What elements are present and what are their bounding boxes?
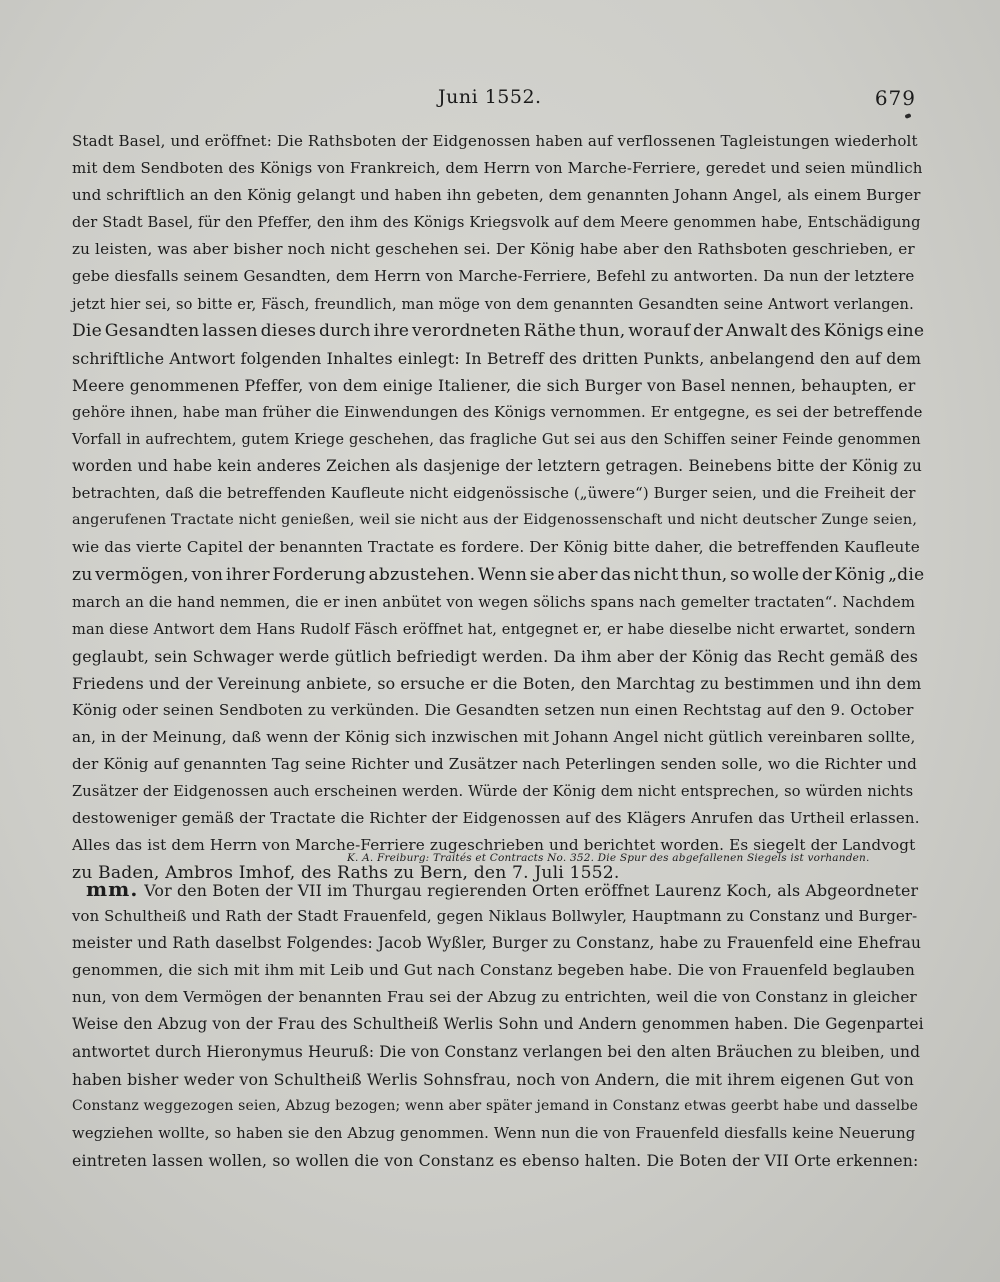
line-text: Alles das ist dem Herrn von Marche-Ferriere zugeschrieben und berichtet worden. Es siegelt der Landvogt [72,836,916,855]
line-text: wie das vierte Capitel der benannten Tractate es fordere. Der König bitte daher, die betreffenden Kaufleute [72,538,920,557]
text-line [72,616,924,643]
line-text: meister und Rath daselbst Folgendes: Jacob Wyßler, Burger zu Constanz, habe zu Frauenfeld eine Ehefrau [72,934,922,953]
text-line [72,1066,924,1093]
text-line [72,805,924,832]
text-line [72,155,924,182]
line-text: Stadt Basel, und eröffnet: Die Rathsboten der Eidgenossen haben auf verflossenen Tagleistungen wiederholt [72,132,918,150]
line-text: angerufenen Tractate nicht genießen, weil sie nicht aus der Eidgenossenschaft und nicht deutscher Zunge seien, [72,512,918,529]
line-text: der Stadt Basel, für den Pfeffer, den ihm des Königs Kriegsvolk auf dem Meere genommen habe, Entschädigung [72,214,921,232]
text-line [72,209,924,236]
text-line [72,984,924,1011]
text-line [72,453,924,480]
page-number: 679 [874,86,916,110]
text-line [72,128,924,155]
text-line [72,589,924,616]
line-text: mit dem Sendboten des Königs von Frankreich, dem Herrn von Marche-Ferriere, geredet und seien mündlich [72,159,923,178]
line-text: Die Gesandten lassen dieses durch ihre verordneten Räthe thun, worauf der Anwalt des Königs eine [72,320,925,341]
line-text: nun, von dem Vermögen der benannten Frau sei der Abzug zu entrichten, weil die von Constanz in gleicher [72,988,917,1007]
text-line [72,345,924,372]
line-text: zu leisten, was aber bisher noch nicht geschehen sei. Der König habe aber den Rathsboten geschrieben, er [72,240,915,259]
line-text: schriftliche Antwort folgenden Inhaltes einlegt: In Betreff des dritten Punkts, anbelangend den auf dem [72,348,922,368]
line-text: jetzt hier sei, so bitte er, Fäsch, freundlich, man möge von dem genannten Gesandten seine Antwort verlangen. [72,295,914,313]
text-line [72,876,924,903]
line-text: gebe diesfalls seinem Gesandten, dem Herrn von Marche-Ferriere, Befehl zu antworten. Da nun der letztere [72,267,915,286]
line-text: König oder seinen Sendboten zu verkünden. Die Gesandten setzen nun einen Rechtstag auf den 9. October [72,700,914,719]
text-line [72,236,924,263]
text-line [72,1039,924,1066]
line-text: antwortet durch Hieronymus Heuruß: Die von Constanz verlangen bei den alten Bräuchen zu bleiben, und [72,1042,921,1061]
line-text: zu Baden, Ambros Imhof, des Raths zu Bern, den 7. Juli 1552. [72,862,620,883]
text-line [72,751,924,778]
text-line [72,426,924,453]
line-text: Weise den Abzug von der Frau des Schultheiß Werlis Sohn und Andern genommen haben. Die Gegenpartei [72,1015,924,1034]
line-text: und schriftlich an den König gelangt und haben ihn gebeten, dem genannten Johann Angel, als einem Burger [72,186,921,205]
text-line [72,697,924,724]
paragraph-mm [72,876,924,1174]
page-header [0,86,1000,116]
text-line [72,534,924,561]
text-line [72,724,924,751]
text-line [72,263,924,290]
line-text: Vor den Boten der VII im Thurgau regierenden Orten eröffnet Laurenz Koch, als Abgeordneter [144,881,919,900]
line-text: Constanz weggezogen seien, Abzug bezogen; wenn aber später jemand in Constanz etwas geerbt habe und dasselbe [72,1097,919,1114]
line-text: Meere genommenen Pfeffer, von dem einige Italiener, die sich Burger von Basel nennen, behaupten, er [72,375,916,395]
text-line [72,1011,924,1038]
text-line [72,291,924,318]
line-text: eintreten lassen wollen, so wollen die von Constanz es ebenso halten. Die Boten der VII Orte erkennen: [72,1150,919,1170]
line-text: wegziehen wollte, so haben sie den Abzug genommen. Wenn nun die von Frauenfeld diesfalls keine Neuerung [72,1124,916,1142]
line-text: geglaubt, sein Schwager werde gütlich befriedigt werden. Da ihm aber der König das Recht gemäß des [72,646,918,666]
line-text: betrachten, daß die betreffenden Kaufleute nicht eidgenössische („üwere“) Burger seien, und die Freiheit der [72,485,916,503]
line-text: Zusätzer der Eidgenossen auch erscheinen werden. Würde der König dem nicht entsprechen, so würden nichts [72,783,914,801]
line-text: Vorfall in aufrechtem, gutem Kriege geschehen, das fragliche Gut sei aus den Schiffen seiner Feinde genommen [72,431,921,449]
text-line [72,399,924,426]
line-text: an, in der Meinung, daß wenn der König sich inzwischen mit Johann Angel nicht gütlich vereinbaren sollte, [72,728,916,747]
text-line [72,507,924,534]
line-text: von Schultheiß und Rath der Stadt Frauenfeld, gegen Niklaus Bollwyler, Hauptmann zu Constanz und Burger- [72,908,918,926]
line-text: worden und habe kein anderes Zeichen als dasjenige der letztern getragen. Beinebens bitte der König zu [72,457,922,476]
line-text: haben bisher weder von Schultheiß Werlis Sohnsfrau, noch von Andern, die mit ihrem eigenen Gut von [72,1069,914,1089]
line-text: Friedens und der Vereinung anbiete, so ersuche er die Boten, den Marchtag zu bestimmen und ihn dem [72,673,922,693]
text-line [72,1093,924,1120]
source-citation: K. A. Freiburg: Traités et Contracts No. 352. Die Spur des abgefallenen Siegels ist vorhanden. [347,852,870,864]
line-text: der König auf genannten Tag seine Richter und Zusätzer nach Peterlingen senden solle, wo die Richter und [72,755,918,774]
text-line [72,1120,924,1147]
line-text: march an die hand nemmen, die er inen anbütet von wegen sölichs spans nach gemelter tractaten“. Nachdem [72,593,916,611]
line-text: gehöre ihnen, habe man früher die Einwendungen des Königs vernommen. Er entgegne, es sei der betreffende [72,403,923,421]
text-line [72,903,924,930]
text-line [72,930,924,957]
line-text: destoweniger gemäß der Tractate die Richter der Eidgenossen auf des Klägers Anrufen das Urtheil erlassen. [72,809,920,828]
line-text: zu vermögen, von ihrer Forderung abzustehen. Wenn sie aber das nicht thun, so wolle der König „die [72,564,925,585]
running-head: Juni 1552. [438,86,542,108]
text-line [72,372,924,399]
text-line [72,643,924,670]
text-line [72,182,924,209]
text-line [72,778,924,805]
text-line [72,562,924,589]
text-line [72,957,924,984]
section-mark: mm. [86,877,139,901]
line-text: man diese Antwort dem Hans Rudolf Fäsch eröffnet hat, entgegnet er, er habe dieselbe nicht erwartet, sondern [72,620,916,638]
continued-paragraph [72,128,924,887]
text-line [72,670,924,697]
text-line [72,480,924,507]
text-line [72,318,924,345]
text-line [72,1147,924,1174]
line-text: genommen, die sich mit ihm mit Leib und Gut nach Constanz begeben habe. Die von Frauenfeld beglauben [72,961,915,980]
